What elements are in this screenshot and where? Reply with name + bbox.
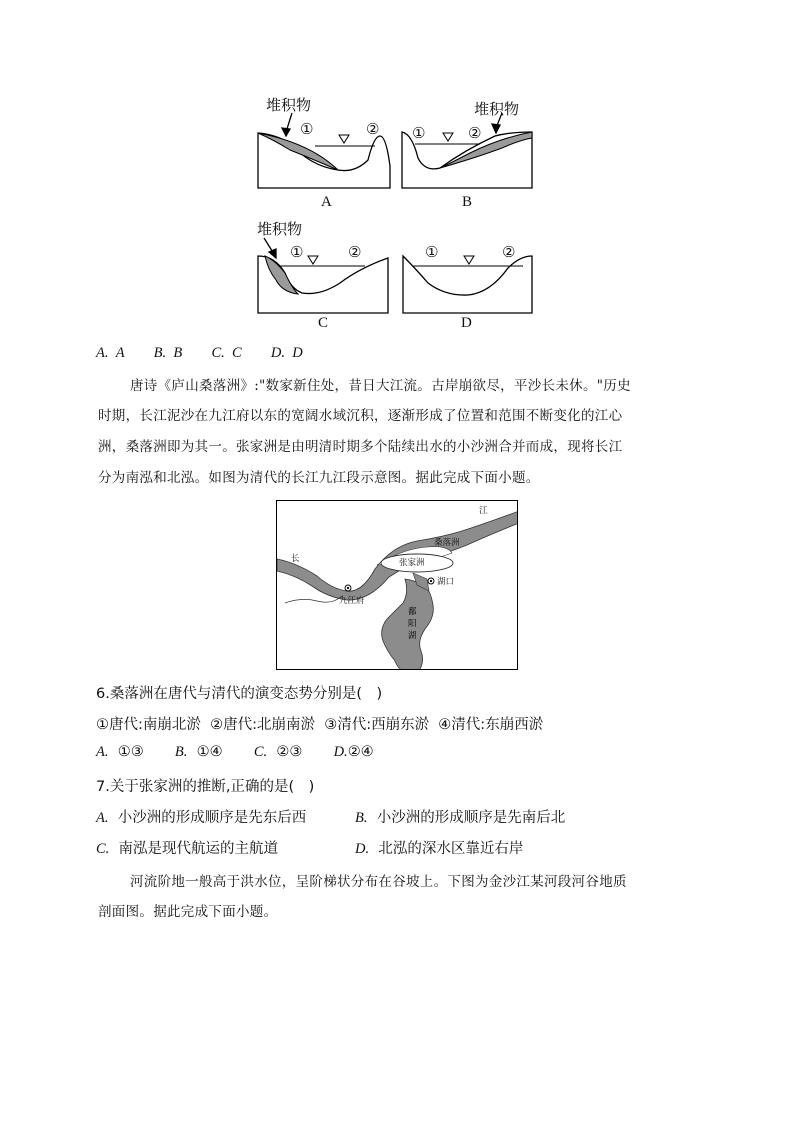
- panel-c: [258, 256, 388, 313]
- q6-option-d[interactable]: D.②④: [333, 744, 374, 760]
- q5-options: [96, 345, 303, 362]
- q7-stem: 7.关于张家洲的推断,正确的是( ): [96, 779, 315, 795]
- caption-d: D: [461, 315, 472, 331]
- q5-option-c[interactable]: C. C: [211, 345, 242, 361]
- marker-1-b: ①: [412, 124, 426, 142]
- q7-option-a[interactable]: A. 小沙洲的形成顺序是先东后西: [96, 810, 307, 826]
- map-label-jiang: 江: [479, 506, 488, 516]
- map-label-jiujiangfu: 九江府: [339, 596, 365, 606]
- marker-1-a: ①: [300, 120, 314, 138]
- map-label-sangluozhou: 桑落洲: [434, 538, 460, 548]
- deposit-label-c: 堆积物: [257, 220, 303, 238]
- passage-1-line-1: 唐诗《庐山桑落洲》:"数家新住处，昔日大江流。古岸崩欲尽，平沙长未休。"历史: [130, 378, 631, 394]
- marker-2-a: ②: [366, 120, 380, 138]
- map-label-poyang-2: 阳: [408, 619, 417, 629]
- cross-section-diagrams: [240, 88, 560, 338]
- caption-a: A: [321, 194, 332, 210]
- q6-stem: 6.桑落洲在唐代与清代的演变态势分别是( ): [96, 686, 383, 702]
- q5-option-d[interactable]: D. D: [270, 345, 303, 361]
- q7-option-d[interactable]: D. 北泓的深水区靠近右岸: [355, 841, 524, 857]
- passage-1-line-2: 时期，长江泥沙在九江府以东的宽阔水域沉积，逐渐形成了位置和范围不断变化的江心: [98, 408, 623, 424]
- panel-a: [258, 133, 390, 188]
- map-label-poyang-3: 湖: [408, 631, 417, 641]
- map-label-hukou: 湖口: [437, 577, 455, 587]
- panel-d: [403, 256, 532, 313]
- passage-1-line-3: 洲，桑落洲即为其一。张家洲是由明清时期多个陆续出水的小沙洲合并而成，现将长江: [98, 439, 623, 455]
- deposit-label-b: 堆积物: [474, 100, 520, 118]
- q5-option-b[interactable]: B. B: [153, 345, 183, 361]
- marker-2-d: ②: [502, 243, 516, 261]
- passage-2-line-2: 剖面图。据此完成下面小题。: [98, 904, 278, 920]
- q5-option-a[interactable]: A. A: [96, 345, 125, 361]
- map-label-chang: 长: [291, 554, 300, 564]
- caption-b: B: [462, 194, 473, 210]
- q7-option-b[interactable]: B. 小沙洲的形成顺序是先南后北: [355, 810, 566, 826]
- caption-c: C: [318, 315, 329, 331]
- jiujiang-map: [276, 500, 518, 670]
- q6-option-c[interactable]: C. ②③: [253, 744, 303, 760]
- map-label-poyang-1: 鄱: [408, 607, 417, 617]
- passage-2-line-1: 河流阶地一般高于洪水位，呈阶梯状分布在谷坡上。下图为金沙江某河段河谷地质: [130, 874, 627, 890]
- map-drawing: [277, 501, 518, 670]
- q6-choices: ①唐代:南崩北淤 ②唐代:北崩南淤 ③清代:西崩东淤 ④清代:东崩西淤: [96, 717, 544, 733]
- marker-1-d: ①: [425, 243, 439, 261]
- q7-option-c[interactable]: C. 南泓是现代航运的主航道: [96, 841, 279, 857]
- marker-2-c: ②: [348, 243, 362, 261]
- q6-options: [96, 744, 374, 761]
- q6-option-b[interactable]: B. ①④: [174, 744, 223, 760]
- map-label-zhangjiazhou: 张家洲: [399, 558, 425, 568]
- q6-option-a[interactable]: A. ①③: [96, 744, 144, 760]
- marker-2-b: ②: [468, 124, 482, 142]
- marker-1-c: ①: [290, 243, 304, 261]
- passage-1-line-4: 分为南泓和北泓。如图为清代的长江九江段示意图。据此完成下面小题。: [98, 470, 540, 486]
- deposit-label-a: 堆积物: [266, 96, 312, 114]
